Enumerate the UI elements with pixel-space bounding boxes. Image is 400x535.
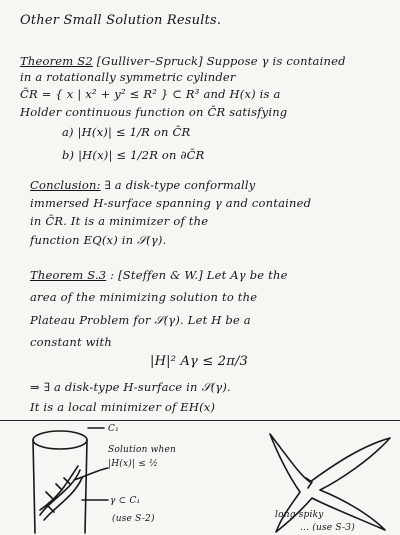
arrow-mark [306,478,312,488]
condition-b: b) |H(x)| ≤ 1/2R on ∂C̄R [62,148,205,162]
theorem-s3-line2: area of the minimizing solution to the [30,290,258,304]
theorem-s3-result2: It is a local minimizer of EH(x) [30,400,216,414]
solution-pointer-line [74,468,108,480]
inequality: |H|² Aγ ≤ 2π/3 [150,354,249,369]
theorem-s3-line4: constant with [30,335,112,349]
theorem-s2-label: Theorem S2 [20,54,93,68]
c1-label: C₁ [108,424,119,434]
theorem-s3-result: ⇒ ∃ a disk-type H-surface in 𝒮(γ). [30,380,231,394]
theorem-s2-text1: [Gulliver–Spruck] Suppose γ is contained [96,54,346,68]
cylinder-top-ellipse [33,431,87,449]
cylinder-right-wall [85,440,87,533]
long-spiky-caption: long spiky [275,510,324,520]
use-s2-label: (use S-2) [112,514,155,524]
conclusion-line2: immersed H-surface spanning γ and contained [30,196,312,210]
cylinder-left-wall [33,440,35,533]
use-s3-caption: ... (use S-3) [300,523,355,533]
solution-when-label: Solution when [108,445,177,455]
theorem-s3-line3: Plateau Problem for 𝒮(γ). Let H be a [30,313,251,327]
theorem-s2-line3: C̄R = { x | x² + y² ≤ R² } ⊂ R³ and H(x) is a [20,87,281,101]
condition-a: a) |H(x)| ≤ 1/R on C̄R [62,125,191,139]
cylinder-sketch [0,420,220,535]
theorem-s3-label: Theorem S.3 [30,268,107,282]
conclusion-line1 [30,178,256,192]
theorem-s2-line1 [20,54,346,68]
gamma-subset-label: γ ⊂ C₁ [110,496,141,506]
page-title: Other Small Solution Results. [20,13,222,28]
h-bound-label: |H(x)| ≤ ½ [108,459,158,469]
spiral-solution [40,466,82,520]
theorem-s3-line1 [30,268,288,282]
theorem-s3-text1: : [Steffen & W.] Let Aγ be the [110,268,288,282]
conclusion-line4: function EQ(x) in 𝒮(γ). [30,233,167,247]
theorem-s2-line4: Holder continuous function on C̄R satisfying [20,105,288,119]
theorem-s2-line2: in a rotationally symmetric cylinder [20,70,236,84]
conclusion-label: Conclusion: [30,178,101,192]
conclusion-line3: in C̄R. It is a minimizer of the [30,214,209,228]
conclusion-text1: ∃ a disk-type conformally [104,178,256,192]
